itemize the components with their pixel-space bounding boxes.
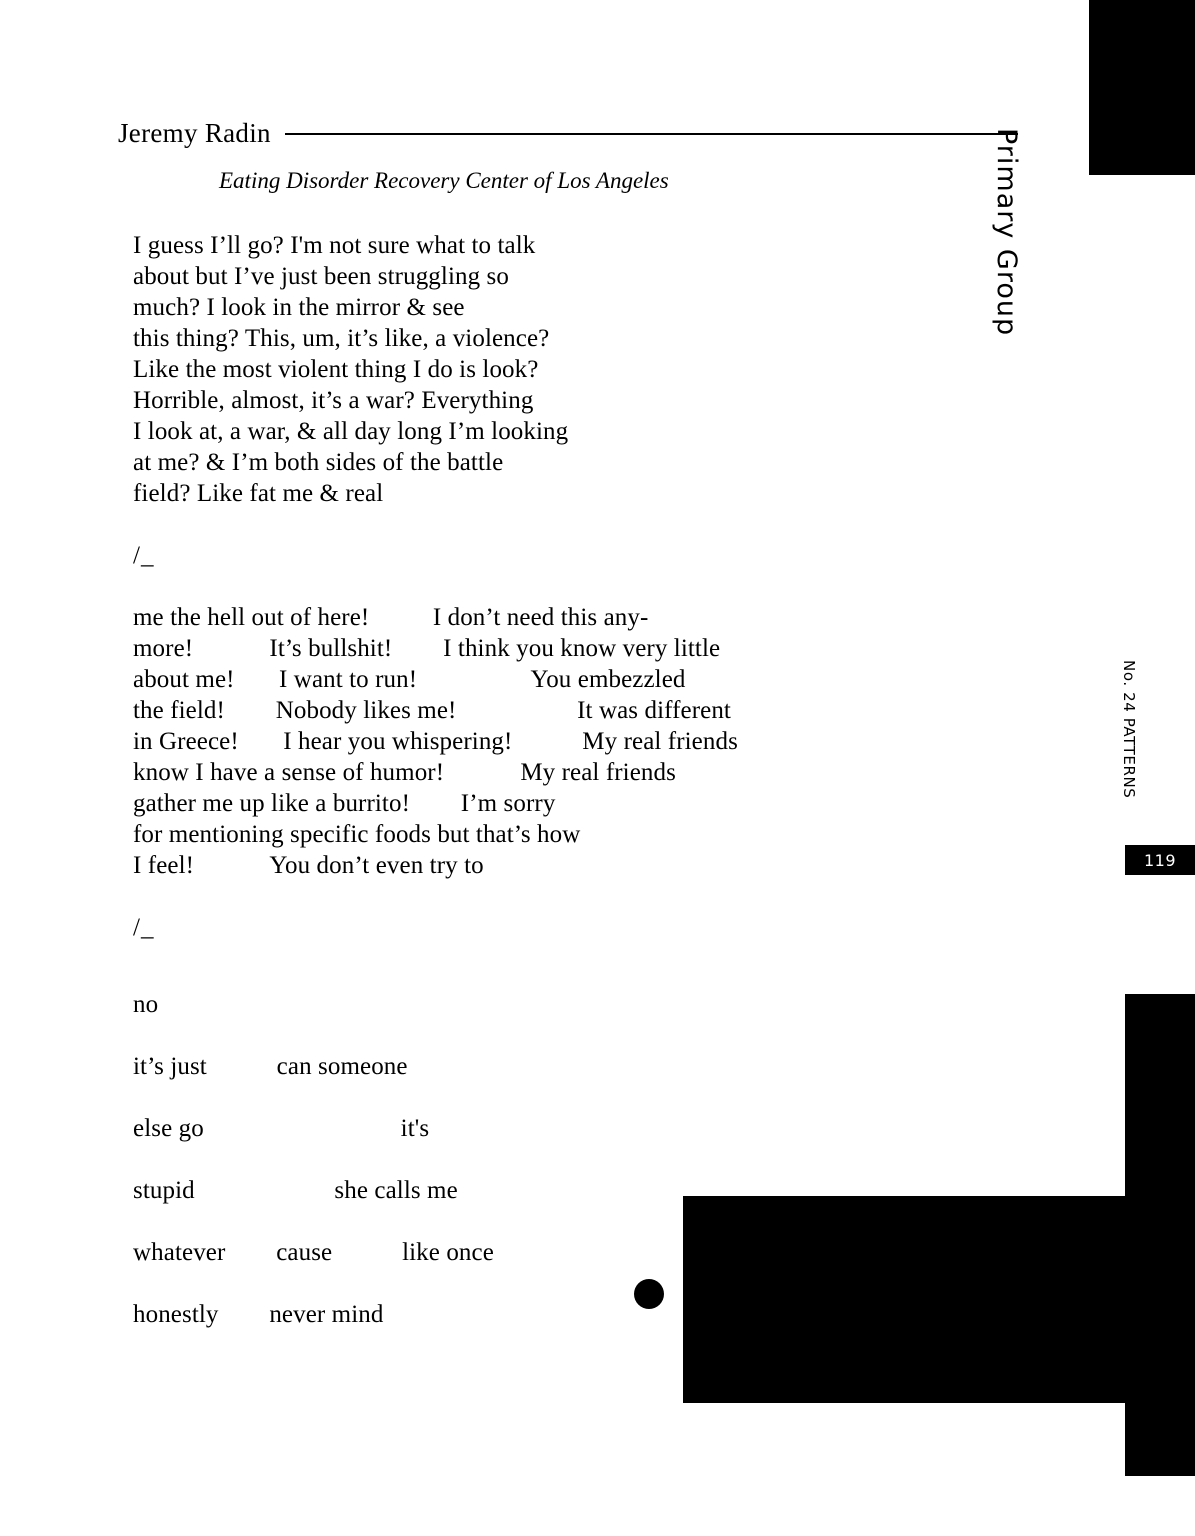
stanza-spacer [133,881,1033,912]
poem-line: for mentioning specific foods but that’s how [133,821,581,848]
poem-line: me the hell out of here! I don’t need this any- [133,604,649,631]
poem-line: I feel! You don’t even try to [133,852,484,879]
section-break-mark: /_ [133,542,155,569]
poem-line: else go it's [133,1115,430,1142]
poem-line: I look at, a war, & all day long I’m looking [133,418,569,445]
poem-line: field? Like fat me & real [133,480,384,507]
poem-line: Like the most violent thing I do is look? [133,356,539,383]
issue-label: No. 24 PATTERNS [1120,660,1138,799]
stanza-spacer [133,943,1033,974]
stanza-three [133,974,1033,1346]
poem-line: gather me up like a burrito! I’m sorry [133,790,556,817]
header-rule [285,133,1018,135]
author-name: Jeremy Radin [118,118,271,148]
poem-line: this thing? This, um, it’s like, a violence? [133,325,550,352]
poem-line: at me? & I’m both sides of the battle [133,449,504,476]
poem-line: know I have a sense of humor! My real friends [133,759,676,786]
poem-line: it’s just can someone [133,1053,408,1080]
page-number: 119 [1125,845,1195,875]
poem-line: the field! Nobody likes me! It was different [133,697,731,724]
section-label: Primary Group [991,128,1022,337]
poem-line: I guess I’ll go? I'm not sure what to talk [133,232,536,259]
decorative-block-top-right [1089,0,1195,175]
stanza-two [133,602,1033,881]
poem-line: more! It’s bullshit! I think you know very little [133,635,721,662]
stanza-spacer [133,571,1033,602]
poem-line: about me! I want to run! You embezzled [133,666,686,693]
poem-line: in Greece! I hear you whispering! My real friends [133,728,738,755]
poem-line: stupid she calls me [133,1177,458,1204]
poem-line: honestly never mind [133,1301,384,1328]
poem-line: Horrible, almost, it’s a war? Everything [133,387,534,414]
poem-line: whatever cause like once [133,1239,494,1266]
poem-body [133,230,1033,1346]
section-break-mark: /_ [133,914,155,941]
poem-line: no [133,991,159,1018]
page-title: Eating Disorder Recovery Center of Los Angeles [219,168,669,193]
poem-line: about but I’ve just been struggling so [133,263,509,290]
stanza-one [133,230,1033,509]
stanza-spacer [133,509,1033,540]
author-header [118,118,1018,149]
poem-line: much? I look in the mirror & see [133,294,465,321]
